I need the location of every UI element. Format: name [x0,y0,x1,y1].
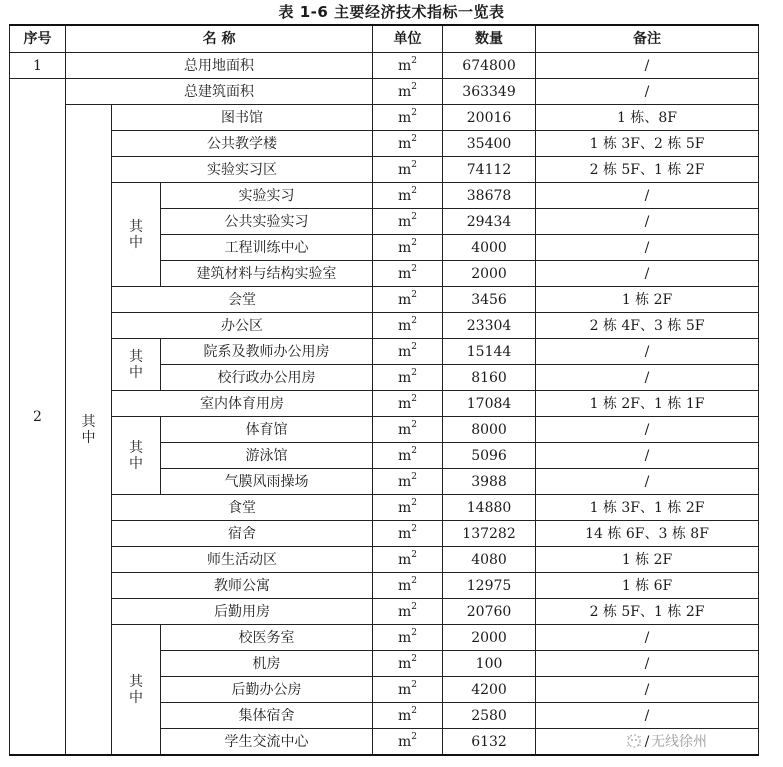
note-cell: / [536,79,759,105]
unit-cell: $m^2$ [373,599,443,625]
quantity-cell: 20016 [443,105,536,131]
unit-cell: $m^2$ [373,339,443,365]
name-cell: 游泳馆 [161,443,373,469]
unit-cell: $m^2$ [373,261,443,287]
table-row [10,339,759,365]
subgroup-label-lab: 其 中 [112,183,161,287]
table-row [10,53,759,79]
name-cell: 集体宿舍 [161,703,373,729]
note-cell: / [536,469,759,495]
note-cell: / [536,677,759,703]
unit-cell: $m^2$ [373,677,443,703]
header-note: 备注 [536,25,759,53]
quantity-cell: 35400 [443,131,536,157]
table-row [10,547,759,573]
unit-cell: $m^2$ [373,495,443,521]
unit-cell: $m^2$ [373,287,443,313]
note-cell: / [536,703,759,729]
economic-indicators-table [9,24,759,756]
table-row [10,599,759,625]
unit-cell: $m^2$ [373,469,443,495]
name-cell: 图书馆 [112,105,373,131]
note-cell: 2 栋 5F、1 栋 2F [536,157,759,183]
name-cell: 会堂 [112,287,373,313]
name-cell: 总建筑面积 [66,79,373,105]
quantity-cell: 2000 [443,625,536,651]
quantity-cell: 100 [443,651,536,677]
note-cell: / [536,365,759,391]
quantity-cell: 8160 [443,365,536,391]
quantity-cell: 17084 [443,391,536,417]
name-cell: 体育馆 [161,417,373,443]
name-cell: 食堂 [112,495,373,521]
name-cell: 师生活动区 [112,547,373,573]
name-cell: 后勤办公房 [161,677,373,703]
note-cell: / [536,209,759,235]
quantity-cell: 137282 [443,521,536,547]
unit-cell: $m^2$ [373,157,443,183]
header-quantity: 数量 [443,25,536,53]
name-cell: 校医务室 [161,625,373,651]
group-label-of-which: 其 中 [66,105,112,756]
note-cell: / [536,339,759,365]
name-cell: 教师公寓 [112,573,373,599]
unit-cell: $m^2$ [373,573,443,599]
name-cell: 实验实习区 [112,157,373,183]
note-cell: / [536,261,759,287]
unit-cell: $m^2$ [373,53,443,79]
table-row [10,313,759,339]
unit-cell: $m^2$ [373,131,443,157]
quantity-cell: 2580 [443,703,536,729]
name-cell: 机房 [161,651,373,677]
unit-cell: $m^2$ [373,105,443,131]
header-seq: 序号 [10,25,66,53]
note-cell: / [536,443,759,469]
table-row [10,521,759,547]
name-cell: 气膜风雨操场 [161,469,373,495]
unit-cell: $m^2$ [373,651,443,677]
unit-cell: $m^2$ [373,235,443,261]
quantity-cell: 3456 [443,287,536,313]
table-row [10,495,759,521]
seq-cell: 1 [10,53,66,79]
note-cell: 1 栋 3F、2 栋 5F [536,131,759,157]
unit-cell: $m^2$ [373,391,443,417]
unit-cell: $m^2$ [373,625,443,651]
quantity-cell: 674800 [443,53,536,79]
note-cell: 1 栋 6F [536,573,759,599]
name-cell: 学生交流中心 [161,729,373,756]
subgroup-label-sports: 其 中 [112,417,161,495]
quantity-cell: 38678 [443,183,536,209]
quantity-cell: 2000 [443,261,536,287]
quantity-cell: 363349 [443,79,536,105]
table-row [10,79,759,105]
note-cell: / [536,651,759,677]
quantity-cell: 3988 [443,469,536,495]
unit-cell: $m^2$ [373,547,443,573]
table-row [10,287,759,313]
unit-cell: $m^2$ [373,703,443,729]
note-cell: 2 栋 5F、1 栋 2F [536,599,759,625]
table-row [10,625,759,651]
name-cell: 宿舍 [112,521,373,547]
quantity-cell: 12975 [443,573,536,599]
quantity-cell: 4080 [443,547,536,573]
note-cell: / [536,625,759,651]
note-cell: 1 栋、8F [536,105,759,131]
header-row [10,25,759,53]
subgroup-label-office: 其 中 [112,339,161,391]
watermark-text: 无线徐州 [651,734,707,750]
table-row [10,573,759,599]
wechat-official-account-icon [623,732,645,750]
note-cell: / [536,729,759,756]
name-cell: 后勤用房 [112,599,373,625]
quantity-cell: 4200 [443,677,536,703]
seq-cell: 2 [10,79,66,756]
unit-cell: $m^2$ [373,313,443,339]
note-cell: / [536,417,759,443]
note-cell: 14 栋 6F、3 栋 8F [536,521,759,547]
note-cell: / [536,235,759,261]
unit-cell: $m^2$ [373,209,443,235]
header-name: 名 称 [66,25,373,53]
subgroup-label-logistics: 其 中 [112,625,161,756]
name-cell: 实验实习 [161,183,373,209]
note-cell: 1 栋 2F [536,547,759,573]
unit-cell: $m^2$ [373,365,443,391]
table-row [10,183,759,209]
unit-cell: $m^2$ [373,183,443,209]
table-row [10,417,759,443]
note-cell: 1 栋 3F、1 栋 2F [536,495,759,521]
note-cell: / [536,53,759,79]
name-cell: 建筑材料与结构实验室 [161,261,373,287]
quantity-cell: 14880 [443,495,536,521]
name-cell: 院系及教师办公用房 [161,339,373,365]
unit-cell: $m^2$ [373,729,443,756]
name-cell: 工程训练中心 [161,235,373,261]
table-title: 表 1-6 主要经济技术指标一览表 [278,3,505,21]
quantity-cell: 8000 [443,417,536,443]
name-cell: 公共教学楼 [112,131,373,157]
header-unit: 单位 [373,25,443,53]
name-cell: 公共实验实习 [161,209,373,235]
quantity-cell: 4000 [443,235,536,261]
table-row [10,131,759,157]
quantity-cell: 5096 [443,443,536,469]
name-cell: 室内体育用房 [112,391,373,417]
quantity-cell: 20760 [443,599,536,625]
unit-cell: $m^2$ [373,521,443,547]
table-row [10,157,759,183]
name-cell: 总用地面积 [66,53,373,79]
watermark [623,727,773,755]
note-cell: 1 栋 2F、1 栋 1F [536,391,759,417]
quantity-cell: 6132 [443,729,536,756]
table-row [10,391,759,417]
table-row [10,105,759,131]
name-cell: 办公区 [112,313,373,339]
note-cell: / [536,183,759,209]
unit-cell: $m^2$ [373,443,443,469]
unit-cell: $m^2$ [373,79,443,105]
note-cell: 1 栋 2F [536,287,759,313]
quantity-cell: 29434 [443,209,536,235]
unit-cell: $m^2$ [373,417,443,443]
note-cell: 2 栋 4F、3 栋 5F [536,313,759,339]
name-cell: 校行政办公用房 [161,365,373,391]
quantity-cell: 74112 [443,157,536,183]
quantity-cell: 23304 [443,313,536,339]
quantity-cell: 15144 [443,339,536,365]
